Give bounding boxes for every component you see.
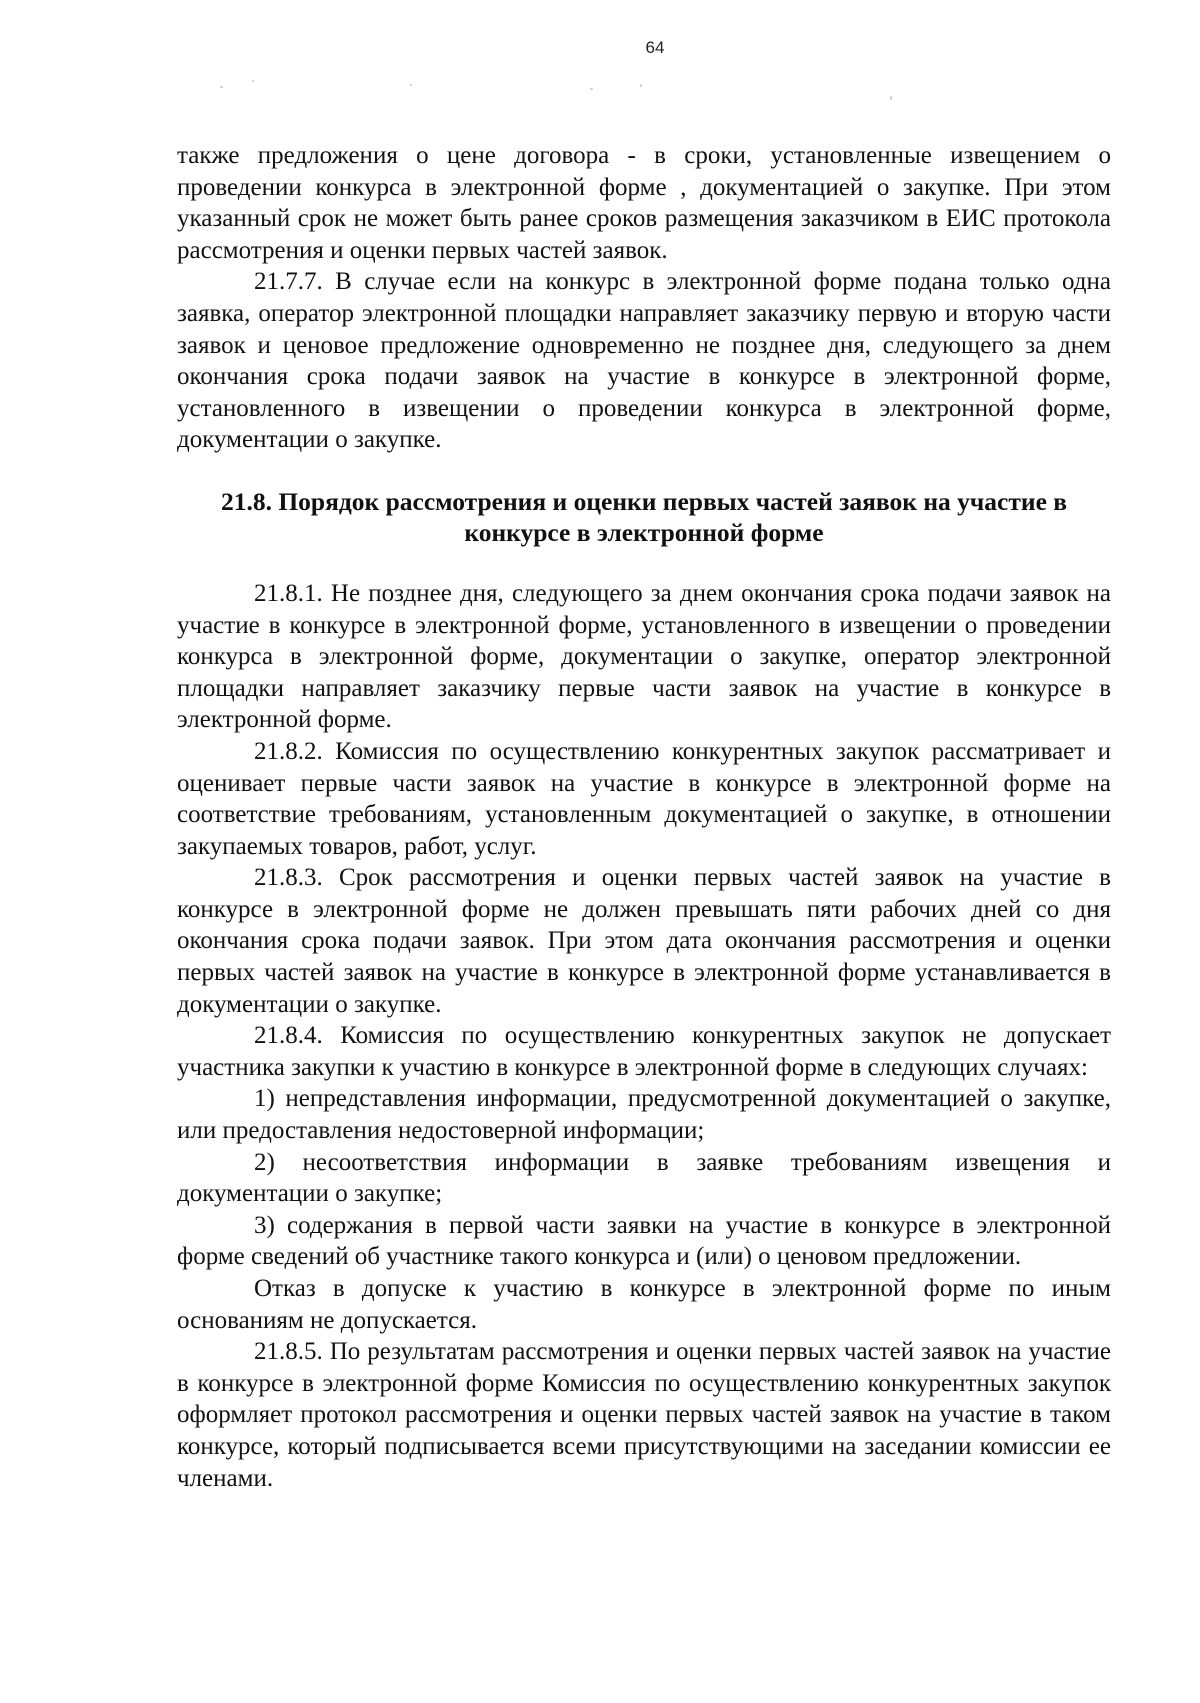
scan-speck xyxy=(640,84,642,87)
scan-speck xyxy=(220,86,223,88)
scan-speck xyxy=(410,84,412,86)
scan-speck xyxy=(590,88,593,90)
paragraph-21-8-5: 21.8.5. По результатам рассмотрения и оценки первых частей заявок на участие в конкурсе в электронной форме Комиссия по осуществлению конкурентных закупок оформляет протокол рассмотрения и оценки первых частей заявок на участие в таком конкурсе, который подписывается всеми присутствующими на заседании комиссии ее членами. xyxy=(177,1338,1111,1492)
paragraph-refusal: Отказ в допуске к участию в конкурсе в электронной форме по иным основаниям не допускается. xyxy=(177,1275,1111,1334)
paragraph-21-8-4: 21.8.4. Комиссия по осуществлению конкурентных закупок не допускает участника закупки к участию в конкурсе в электронной форме в следующих случаях: xyxy=(177,1022,1111,1081)
page-number: 64 xyxy=(645,38,665,57)
document-body xyxy=(177,140,1111,1494)
list-item-3: 3) содержания в первой части заявки на участие в конкурсе в электронной форме сведений об участнике такого конкурса и (или) о ценовом предложении. xyxy=(177,1211,1111,1271)
list-item-2: 2) несоответствия информации в заявке требованиям извещения и документации о закупке; xyxy=(177,1148,1111,1208)
paragraph-21-8-1: 21.8.1. Не позднее дня, следующего за днем окончания срока подачи заявок на участие в конкурсе в электронной форме, установленного в извещении о проведении конкурса в электронной форме, документации о закупке, оператор электронной площадки направляет заказчику первые части заявок на участие в конкурсе в электронной форме. xyxy=(177,579,1111,734)
paragraph: также предложения о цене договора - в сроки, установленные извещением о проведении конкурса в электронной форме , документацией о закупке. При этом указанный срок не может быть ранее сроков размещения заказчиком в ЕИС протокола рассмотрения и оценки первых частей заявок. xyxy=(177,142,1111,264)
scan-speck xyxy=(890,96,892,100)
paragraph-21-8-3: 21.8.3. Срок рассмотрения и оценки первых частей заявок на участие в конкурсе в электронной форме не должен превышать пяти рабочих дней со дня окончания срока подачи заявок. При этом дата окончания рассмотрения и оценки первых частей заявок на участие в конкурсе в электронной форме устанавливается в документации о закупке. xyxy=(177,864,1111,1018)
paragraph-21-7-7: 21.7.7. В случае если на конкурс в электронной форме подана только одна заявка, оператор электронной площадки направляет заказчику первую и вторую части заявок и ценовое предложение одновременно не позднее дня, следующего за днем окончания срока подачи заявок на участие в конкурсе в электронной форме, установленного в извещении о проведении конкурса в электронной форме, документации о закупке. xyxy=(177,268,1111,454)
list-item-1: 1) непредставления информации, предусмотренной документацией о закупке, или предоставления недостоверной информации; xyxy=(177,1085,1111,1145)
scan-speck xyxy=(252,80,254,82)
section-heading-21-8: 21.8. Порядок рассмотрения и оценки первых частей заявок на участие в конкурсе в электронной форме xyxy=(220,486,1068,547)
paragraph-21-8-2: 21.8.2. Комиссия по осуществлению конкурентных закупок рассматривает и оценивает первые части заявок на участие в конкурсе в электронной форме на соответствие требованиям, установленным документацией о закупке, в отношении закупаемых товаров, работ, услуг. xyxy=(177,737,1111,860)
